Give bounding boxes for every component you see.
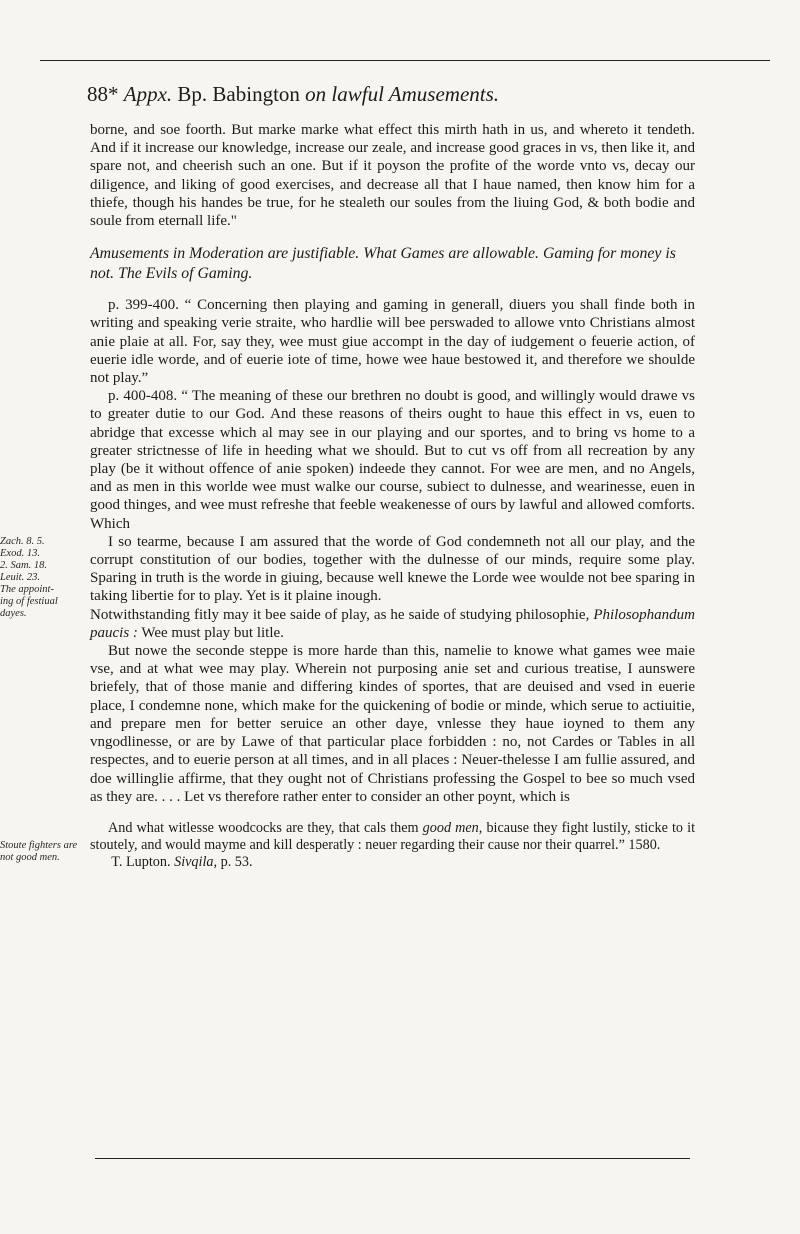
author-name: Bp. Babington bbox=[177, 82, 300, 106]
quote-intro: And what witlesse woodcocks are they, that cals them bbox=[108, 819, 419, 836]
margin-ref: dayes. bbox=[0, 607, 27, 619]
latin-phrase: Philosophandum paucis : bbox=[90, 606, 696, 641]
paragraph-3-part-c bbox=[90, 606, 695, 642]
bottom-rule bbox=[95, 1158, 690, 1159]
quote-margin-note: Stoute fighters are not good men. bbox=[0, 839, 78, 863]
lupton-quote bbox=[0, 819, 696, 871]
margin-ref: Zach. 8. 5. bbox=[0, 535, 45, 547]
appendix-label: Appx. bbox=[123, 82, 173, 106]
paragraph-4: But nowe the seconde steppe is more harde than this, namelie to knowe what games wee maie vse, and at what wee may play. Wherein not purposing anie set and curious treatise, I aunswere briefely, that of those manie and differing kindes of sportes, that are deuised and vsed in euerie place, I condemne none, which make for the quickening of bodie or minde, which serue to actiuitie, and prepare men for better seruice an other daye, vnlesse they haue ioyned to them any vngodlinesse, or are by Lawe of that particular place forbidden : no, not Cardes or Tables in all respectes, and to euerie person at all times, and in all places : Neuer-thelesse I am fullie assured, and doe willinglie affirme, that they ought not of Christians professing the Gospel to bee so much vsed as they are. . . . Let vs therefore rather enter to consider an other poynt, which is bbox=[90, 643, 695, 805]
page-number: 88* bbox=[87, 82, 119, 106]
quote-source-page: p. 53. bbox=[220, 853, 253, 870]
running-header bbox=[87, 82, 695, 107]
margin-references bbox=[0, 536, 82, 620]
margin-ref: Exod. 13. bbox=[0, 547, 40, 559]
paragraph-3-part-b: I so tearme, because I am assured that the worde of God condemneth not all our play, and the corrupt constitution of our bodies, together with the dulnesse of our minds, require some play. Sparing in truth is the worde in giuing, because well knewe the Lorde wee woulde not bee sparing in taking libertie for to play. Yet is it plaine inough. bbox=[90, 533, 695, 605]
paragraph-3 bbox=[90, 387, 695, 533]
paragraph-3-part-a: p. 400-408. “ The meaning of these our brethren no doubt is good, and willingly would drawe vs to greater dutie to our God. And these reasons of theirs ought to haue this effect in vs, euen to abridge that excesse which al may see in our playing and our sportes, and to bring vs home to a greater strictnesse of life in heeding what we should. But to cut vs off from all recreation by any play (be it without offence of anie spoken) indeede they cannot. For wee are men, and no Angels, and as men in this worlde wee must walke our course, subiect to dulnesse, and wearinesse, euen in good thinges, and wee must refreshe that feeble weakenesse of ours by lawful and allowed comforts. Which bbox=[90, 388, 695, 532]
running-title: on lawful Amusements. bbox=[305, 82, 500, 106]
paragraph-2: p. 399-400. “ Concerning then playing and gaming in generall, diuers you shall finde both in writing and speaking verie straite, who hardlie will bee perswaded to allowe vnto Christians almost anie plaie at all. For, say they, wee must giue accompt in the day of iudgement o feuerie action, of euerie idle worde, and of euerie iote of time, howe wee haue bestowed it, and therefore we shoulde not play.” bbox=[90, 297, 695, 387]
paragraph-3-text: Notwithstanding fitly may it bee saide of play, as he saide of studying philosophie, bbox=[90, 606, 590, 623]
top-rule bbox=[40, 60, 770, 61]
margin-ref: ing of festiual bbox=[0, 595, 58, 607]
quote-source-title: Sivqila, bbox=[174, 853, 218, 870]
page-body bbox=[0, 82, 696, 871]
quote-body: bicause they fight lustily, sticke to it stoutely, and would mayme and kill desperatly : neuer regarding their cause nor their quarrel.” 1580. bbox=[90, 819, 696, 853]
margin-ref: Leuit. 23. bbox=[0, 571, 40, 583]
section-heading: Amusements in Moderation are justifiable. What Games are allowable. Gaming for money is not. The Evils of Gaming. bbox=[90, 245, 676, 283]
paragraph-1: borne, and soe foorth. But marke marke what effect this mirth hath in us, and whereto it tendeth. And if it increase our knowledge, increase our zeale, and increase good graces in vs, then like it, and spare not, and cheerish such an one. But if it poyson the profite of the worde vnto vs, decay our diligence, and liking of good exercises, and decrease all that I haue named, then know him for a thiefe, though his handes be true, for he stealeth our soules from the liuing God, & both bodie and soule from eternall life." bbox=[90, 122, 695, 230]
quote-italic: good men, bbox=[422, 819, 483, 836]
margin-ref: 2. Sam. 18. bbox=[0, 559, 47, 571]
quote-text bbox=[90, 820, 695, 871]
quote-source: T. Lupton. bbox=[111, 853, 171, 870]
paragraph-3-continued bbox=[0, 533, 696, 642]
paragraph-3-end: Wee must play but litle. bbox=[141, 624, 284, 641]
margin-ref: The appoint- bbox=[0, 583, 54, 595]
